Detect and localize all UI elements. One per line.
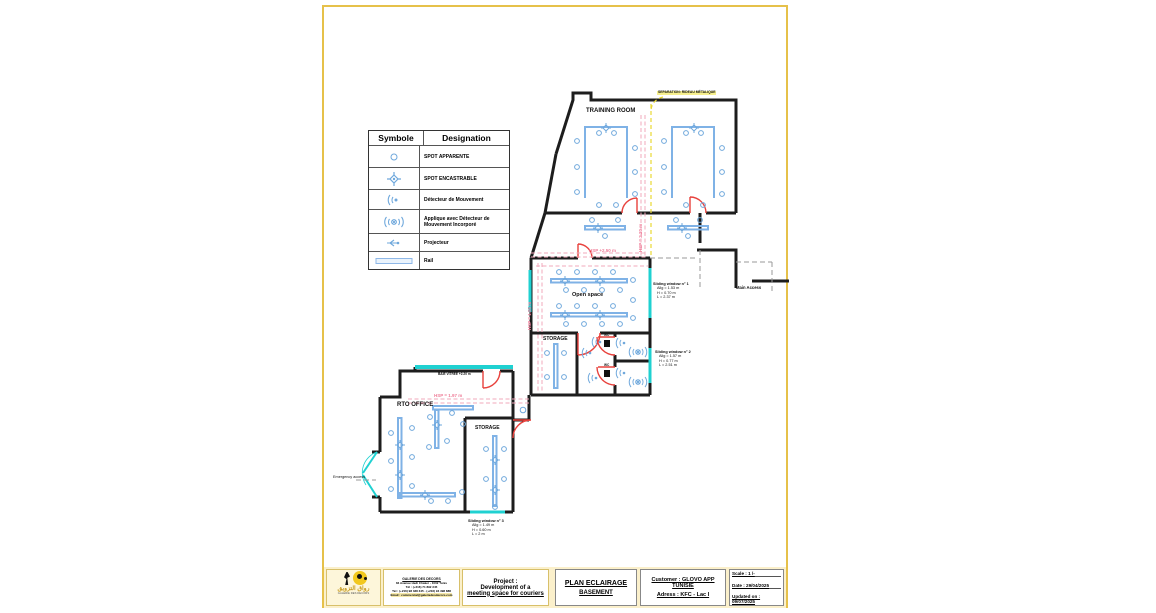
legend-label: SPOT ENCASTRABLE	[424, 175, 477, 182]
project-cell	[462, 569, 549, 606]
sliding-window-2-height: H = 0.77 m	[659, 358, 678, 363]
facade-annotation: BAIE VITREE +2.20 m	[438, 372, 471, 376]
customer-line: Customer : GLOVO APP TUNISIE	[651, 577, 715, 589]
legend-header-designation: Designation	[442, 133, 491, 143]
legend-header-symbole: Symbole	[369, 131, 424, 145]
room-label-storage-lower: STORAGE	[475, 425, 500, 431]
logo-arabic-name: رواق التزويق	[337, 586, 370, 592]
sliding-window-3-height: H = 0.60 m	[472, 527, 491, 532]
hsp-rto-annotation: HSP = 1.97 m	[434, 393, 463, 398]
main-access-label: Main Access	[736, 285, 762, 290]
room-label-training: TRAINING ROOM	[586, 108, 636, 114]
legend-row-spot-encastrable	[369, 167, 509, 189]
separation-annotation: SEPARATION: RIDEAU MÉTALIQUE	[658, 90, 716, 94]
company-name: GALERIE DES DECORS	[402, 576, 441, 581]
plan-title-cell	[555, 569, 637, 606]
projecteur-icon	[369, 234, 420, 251]
sliding-window-2-allege: Allg = 1.57 m	[659, 354, 682, 359]
project-line2: meeting space for couriers	[467, 590, 544, 597]
applique-detecteur-icon	[369, 210, 420, 233]
sliding-window-1-length: L = 2.37 m	[657, 295, 675, 300]
title-block	[324, 567, 786, 608]
legend-row-detecteur	[369, 189, 509, 209]
customer-address-line: Adress : KFC - Lac I	[656, 592, 710, 598]
detecteur-mouvement-icon	[369, 190, 420, 209]
legend-row-projecteur	[369, 233, 509, 251]
sliding-window-3-allege: Allg = 1.49 m	[472, 523, 495, 528]
scale-value: Scale : 1 /-	[732, 571, 781, 577]
company-logo-icon	[327, 570, 380, 586]
room-label-wc-bottom: WC	[604, 363, 610, 367]
date-value: Date : 29/04/2025	[732, 583, 781, 589]
plan-title: PLAN ECLAIRAGE	[564, 579, 628, 587]
company-info-cell	[383, 569, 460, 606]
spot-encastrable-icon	[369, 168, 420, 189]
rail-icon	[369, 252, 420, 269]
legend-label: Projecteur	[424, 239, 449, 246]
room-label-wc-top: WC	[604, 333, 610, 337]
sliding-window-3-annotation	[468, 519, 504, 536]
company-address: 84 Avenue Hedi Chaker - 1002 Tunis	[395, 581, 448, 586]
legend-label: Rail	[424, 257, 434, 264]
company-email: Email : commercial@galeriedesdecors.com	[390, 593, 453, 598]
company-tel1: Tél : (+216) 71 892 345	[405, 585, 438, 590]
sliding-window-3-length: L = 2 m	[472, 532, 485, 537]
customer-cell	[640, 569, 726, 606]
legend-header-row	[369, 131, 509, 145]
hsp-open-space-annotation: HSP = 1.95 m	[527, 301, 532, 330]
sliding-window-1-annotation	[653, 282, 689, 299]
legend-label: Détecteur de Mouvement	[424, 196, 484, 203]
sliding-window-2-title: Sliding window n° 2	[655, 350, 691, 354]
legend-table	[368, 130, 510, 270]
sliding-window-1-height: H = 0.70 m	[657, 290, 676, 295]
legend-row-applique	[369, 209, 509, 233]
sliding-window-2-length: L = 2.51 m	[659, 363, 677, 368]
legend-label: SPOT APPARENTE	[424, 153, 470, 160]
room-label-storage-upper: STORAGE	[543, 336, 568, 342]
legend-label: Applique avec Détecteur de Mouvement Incorporé	[424, 215, 490, 228]
room-label-open-space: Open space	[572, 292, 604, 298]
sliding-window-2-annotation	[655, 350, 691, 367]
company-tel2: Tél : (+216) 98 338 345 - (+216) 94 398 888	[392, 589, 451, 594]
project-label: Project :	[493, 578, 518, 585]
company-logo	[326, 569, 381, 606]
room-label-rto-office: RTO OFFICE	[397, 402, 434, 408]
legend-row-spot-apparente	[369, 145, 509, 167]
meta-cell	[729, 569, 784, 606]
logo-company-name: GALERIE DES DECORS	[337, 591, 370, 595]
plan-subtitle: BASEMENT	[579, 589, 613, 596]
legend-row-rail	[369, 251, 509, 269]
hsp-top-annotation: HSP +2.50 m	[589, 248, 617, 253]
emergency-access-label: Emergency access	[333, 475, 366, 479]
sliding-window-1-allege: Allg = 1.53 m	[657, 286, 680, 291]
spot-apparente-icon	[369, 146, 420, 167]
drawing-sheet	[322, 5, 788, 608]
hsp-corridor-annotation: HSP = 2.20 m	[638, 223, 643, 252]
sliding-window-3-title: Sliding window n° 3	[468, 519, 504, 523]
updated-value: Updated on : 09/07/2025	[732, 594, 761, 604]
sliding-window-1-title: Sliding window n° 1	[653, 282, 689, 286]
project-line1: Development of a	[480, 584, 531, 591]
